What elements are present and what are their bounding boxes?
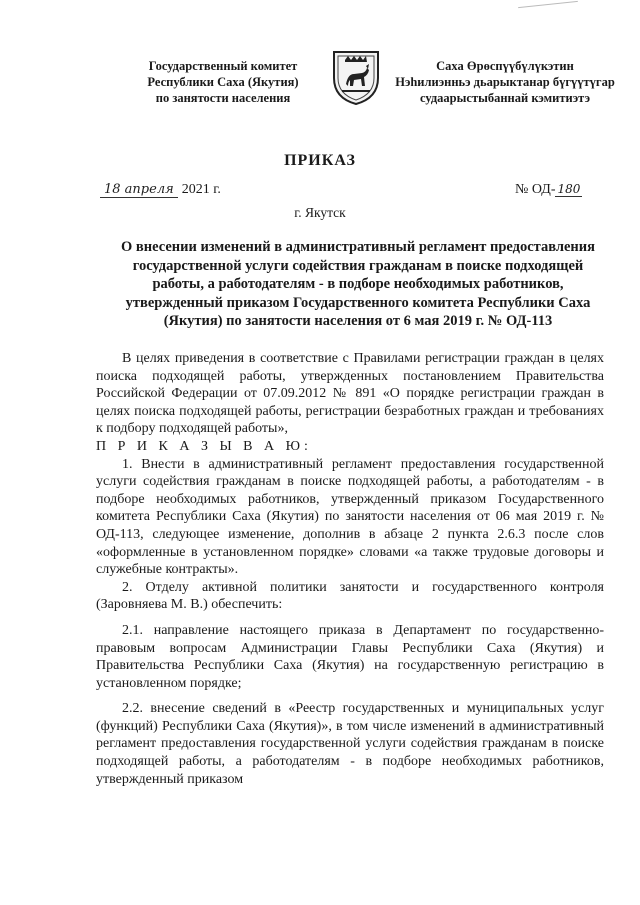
order-number-prefix: № ОД- [515, 182, 556, 197]
handwritten-number: 180 [557, 182, 581, 196]
org-ru-line-1: Государственный комитет [148, 59, 298, 73]
org-sakha-line-2: Нэһилиэнньэ дьарыктанар бүгүүтүгар [395, 75, 615, 89]
org-ru-line-3: по занятости населения [155, 91, 291, 105]
order-date [100, 182, 221, 198]
org-name-russian [118, 58, 328, 106]
org-name-sakha [380, 58, 630, 106]
org-ru-line-2: Республики Саха (Якутия) [147, 75, 299, 89]
paragraph-2: 2. Отделу активной политики занятости и государственного контроля (Заровняева М. В.) обеспечить: [96, 579, 604, 613]
order-subject: О внесении изменений в административный регламент предоставления государственной услуги содействия гражданам в поиске подходящей работы, а работодателям - в подборе необходимых работников, утвержденный приказом Государственного комитета Республики Саха (Якутия) по занятости населения от 6 мая 2019 г. № ОД-113 [121, 239, 595, 329]
order-city: г. Якутск [294, 205, 346, 220]
org-sakha-line-3: судаарыстыбаннай кэмитиэтэ [420, 91, 590, 105]
handwritten-date: 18 апреля [100, 182, 178, 198]
paragraph-2-1: 2.1. направление настоящего приказа в Департамент по государственно-правовым вопросам Администрации Главы Республики Саха (Якутия) и Правительства Республики Саха (Якутия) на государственную регистрацию в установленном порядке; [96, 622, 604, 691]
scan-mark [518, 1, 578, 8]
order-number [515, 182, 582, 198]
order-body [96, 350, 604, 788]
order-declaration: П Р И К А З Ы В А Ю: [96, 438, 312, 454]
intro-paragraph: В целях приведения в соответствие с Правилами регистрации граждан в целях поиска подходящей работы, утвержденных постановлением Правительства Российской Федерации от 07.09.2012 № 891 «О порядке регистрации граждан в целях поиска подходящей работы, регистрации безработных граждан и требованиях к подбору подходящей работы», [96, 351, 604, 437]
coat-of-arms-icon [330, 48, 382, 106]
org-sakha-line-1: Саха Өрөспүүбүлүкэтин [436, 59, 574, 73]
document-title: ПРИКАЗ [284, 152, 356, 169]
paragraph-2-2: 2.2. внесение сведений в «Реестр государственных и муниципальных услуг (функций) Республики Саха (Якутия)», в том числе изменений в административный регламент предоставления государственной услуги содействия гражданам в поиске подходящей работы, а работодателям - в подборе необходимых работников, утвержденный приказом [96, 701, 604, 787]
order-year: 2021 г. [181, 182, 221, 197]
paragraph-1: 1. Внести в административный регламент предоставления государственной услуги содействия гражданам в поиске подходящей работы, а работодателям - в подборе необходимых работников, утвержденный приказом Государственного комитета Республики Саха (Якутия) по занятости населения от 06 мая 2019 г. № ОД-113, следующее изменение, дополнив в абзаце 2 пункта 2.6.3 после слов «оформленные в установленном порядке» словами «а также трудовые договоры и служебные контракты». [96, 456, 604, 578]
